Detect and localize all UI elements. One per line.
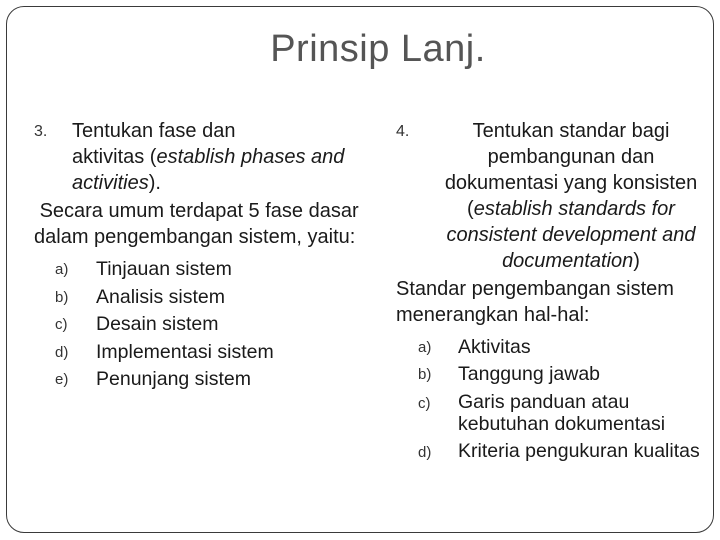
list-item-letter: b)	[55, 288, 69, 306]
list-item	[34, 256, 364, 284]
right-heading	[396, 118, 706, 274]
left-heading-line1: Tentukan fase dan	[72, 120, 236, 142]
list-item-letter: b)	[418, 366, 432, 383]
right-heading-number: 4.	[396, 123, 410, 140]
left-heading-number: 3.	[34, 123, 48, 140]
list-item-text: Implementasi sistem	[96, 340, 274, 363]
list-item-text: Penunjang sistem	[96, 368, 252, 390]
list-item-letter: c)	[418, 395, 431, 412]
list-item-text: Garis panduan atau kebutuhan dokumentasi	[458, 391, 666, 435]
list-item-text: Kriteria pengukuran kualitas	[458, 440, 700, 462]
list-item-letter: a)	[55, 261, 69, 278]
left-heading	[34, 118, 364, 196]
list-item-text: Desain sistem	[96, 313, 219, 335]
list-item-letter: d)	[418, 444, 432, 461]
right-column	[396, 118, 706, 467]
list-item	[396, 440, 706, 462]
list-item-letter: e)	[55, 371, 69, 388]
left-heading-italic: establish phases and activities	[72, 146, 345, 194]
list-item-text: Aktivitas	[458, 336, 531, 358]
left-phase-list	[34, 256, 364, 394]
list-item-text: Tinjauan sistem	[96, 258, 232, 280]
list-item	[34, 366, 364, 394]
left-heading-line2: aktivitas (	[72, 146, 157, 168]
list-item	[396, 361, 706, 388]
right-heading-italic: establish standards for consistent development and documentation	[446, 198, 696, 272]
left-heading-text	[72, 118, 364, 196]
left-column	[34, 118, 364, 394]
left-heading-end: ).	[148, 172, 161, 194]
list-item-letter: a)	[418, 339, 432, 356]
right-heading-text	[436, 118, 706, 274]
list-item	[34, 284, 364, 312]
right-heading-plain: Tentukan standar bagi pembangunan dan dokumentasi yang konsisten (	[444, 120, 698, 220]
right-paragraph: Standar pengembangan sistem menerangkan hal-hal:	[396, 278, 674, 326]
left-paragraph-text: Secara umum terdapat 5 fase dasar dalam pengembangan sistem, yaitu:	[34, 200, 359, 248]
list-item	[34, 339, 364, 367]
list-item	[34, 311, 364, 339]
left-paragraph	[34, 198, 364, 250]
slide-title: Prinsip Lanj.	[270, 28, 486, 70]
list-item	[396, 334, 706, 361]
list-item-text: Tanggung jawab	[458, 363, 601, 385]
right-standard-list	[396, 334, 706, 462]
list-item-text: Analisis sistem	[96, 285, 225, 308]
right-heading-end: )	[633, 250, 640, 272]
list-item-letter: c)	[55, 316, 68, 333]
list-item-letter: d)	[55, 343, 69, 361]
list-item	[396, 391, 706, 435]
